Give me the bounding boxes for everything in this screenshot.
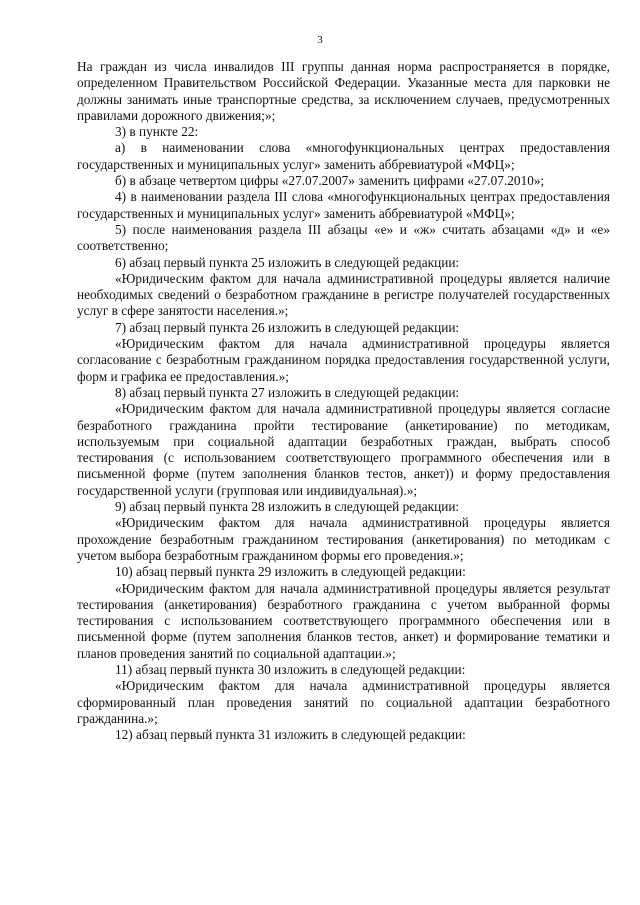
- paragraph: «Юридическим фактом для начала административной процедуры является сформированный план проведения занятий по социальной адаптации безработного гражданина.»;: [77, 678, 610, 726]
- paragraph: «Юридическим фактом для начала административной процедуры является согласование с безработным гражданином порядка предоставления государственной услуги, форм и графика ее предоставления.»;: [77, 336, 610, 384]
- paragraph: «Юридическим фактом для начала административной процедуры является результат тестирования (анкетирования) безработного гражданина с учетом выбранной формы тестирования с использованием соответствующего программного обеспечения или в письменной форме (путем заполнения бланков тестов, анкет) и формирование тематики и планов проведения занятий по социальной адаптации.»;: [77, 580, 610, 661]
- paragraph: а) в наименовании слова «многофункциональных центрах предоставления государственных и муниципальных услуг» заменить аббревиатурой «МФЦ»;: [77, 140, 610, 172]
- paragraph: 9) абзац первый пункта 28 изложить в следующей редакции:: [115, 499, 460, 515]
- paragraph: 7) абзац первый пункта 26 изложить в следующей редакции:: [115, 319, 460, 335]
- paragraph: «Юридическим фактом для начала административной процедуры является наличие необходимых сведений о безработном гражданине в регистре получателей государственных услуг в сфере занятости населения.»;: [77, 270, 610, 319]
- paragraph: б) в абзаце четвертом цифры «27.07.2007» заменить цифрами «27.07.2010»;: [115, 173, 545, 189]
- paragraph: 11) абзац первый пункта 30 изложить в следующей редакции:: [115, 661, 466, 677]
- paragraph: 4) в наименовании раздела III слова «многофункциональных центрах предоставления государственных и муниципальных услуг» заменить аббревиатурой «МФЦ»;: [77, 189, 610, 221]
- paragraph: 12) абзац первый пункта 31 изложить в следующей редакции:: [115, 727, 466, 743]
- paragraph: 6) абзац первый пункта 25 изложить в следующей редакции:: [115, 254, 460, 270]
- paragraph: На граждан из числа инвалидов III группы данная норма распространяется в порядке, определенном Правительством Российской Федерации. Указанные места для парковки не должны занимать иные транспортные средства, за исключением случаев, предусмотренных правилами дорожного движения;»;: [77, 59, 610, 123]
- document-body: [77, 59, 610, 743]
- paragraph: 5) после наименования раздела III абзацы «е» и «ж» считать абзацами «д» и «е» соответственно;: [77, 221, 610, 254]
- paragraph: «Юридическим фактом для начала административной процедуры является прохождение безработным гражданином тестирования (анкетирования) по методикам с учетом выбора безработным гражданином формы его проведения.»;: [77, 515, 610, 563]
- page-number: 3: [317, 34, 323, 46]
- paragraph: 8) абзац первый пункта 27 изложить в следующей редакции:: [115, 384, 460, 400]
- paragraph: 10) абзац первый пункта 29 изложить в следующей редакции:: [115, 564, 466, 580]
- paragraph: «Юридическим фактом для начала административной процедуры является согласие безработного гражданина пройти тестирование (анкетирование) по методикам, используемым при социальной адаптации безработных граждан, выбрать способ тестирования (с использованием соответствующего программного обеспечения или в письменной форме (путем заполнения бланков тестов, анкет)) и форму предоставления государственной услуги (групповая или индивидуальная).»;: [77, 401, 610, 498]
- paragraph: 3) в пункте 22:: [115, 124, 199, 140]
